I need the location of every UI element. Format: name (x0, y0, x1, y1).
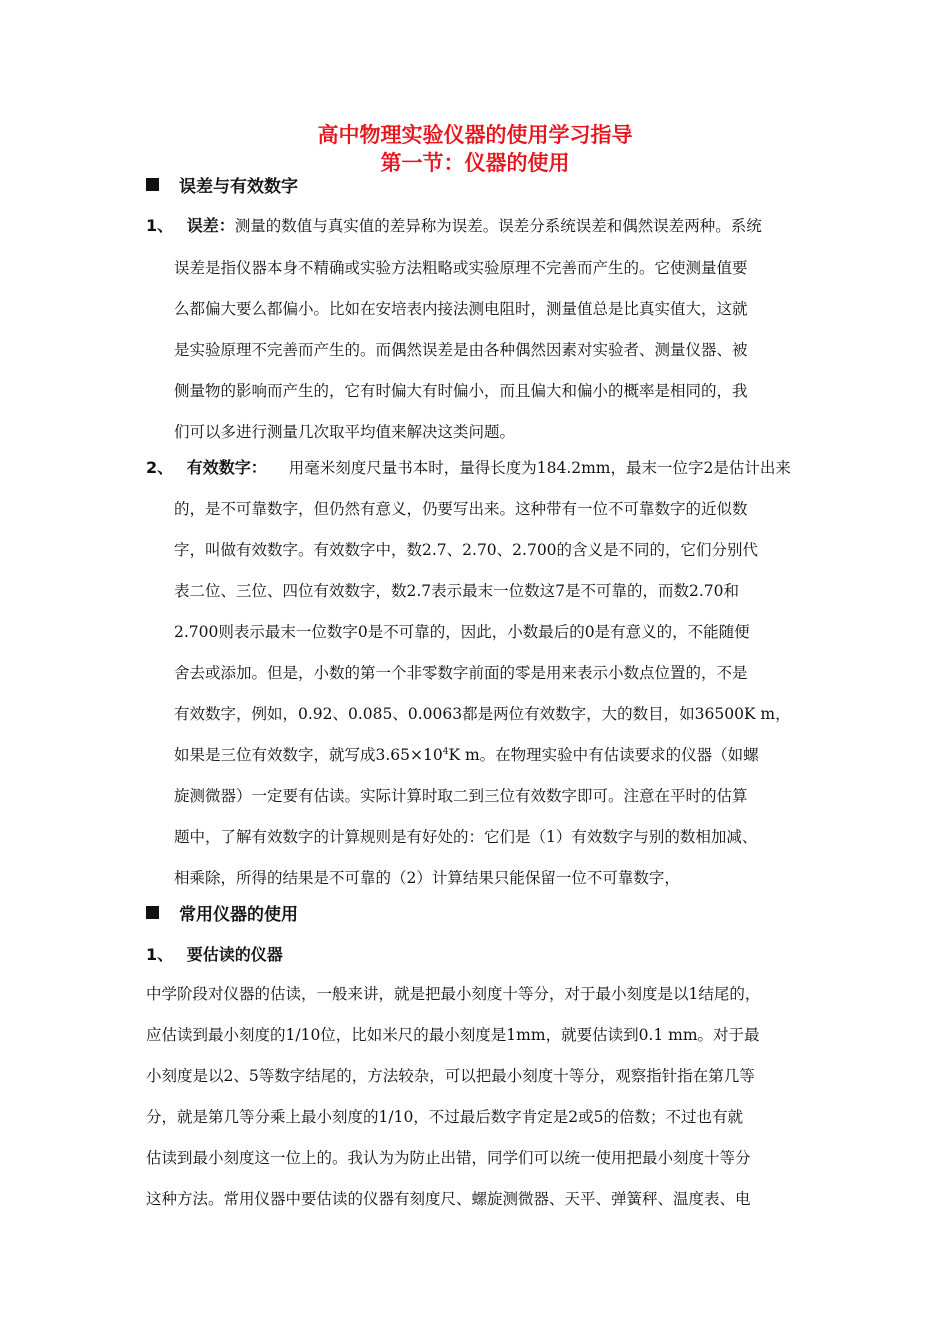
paragraph-line: 表二位、三位、四位有效数字，数2.7表示最末一位数这7是不可靠的，而数2.70和 (174, 582, 740, 600)
paragraph-line: 估读到最小刻度这一位上的。我认为为防止出错，同学们可以统一使用把最小刻度十等分 (146, 1149, 751, 1167)
item-label: 有效数字： (186, 458, 267, 477)
paragraph-line: 是实验原理不完善而产生的。而偶然误差是由各种偶然因素对实验者、测量仪器、被 (174, 341, 748, 359)
item-number: 1、 (146, 945, 174, 964)
paragraph-line: 么都偏大要么都偏小。比如在安培表内接法测电阻时，测量值总是比真实值大，这就 (174, 300, 748, 318)
item-label: 要估读的仪器 (186, 945, 283, 964)
paragraph-line: 题中，了解有效数字的计算规则是有好处的：它们是（1）有效数字与别的数相加减、 (174, 828, 758, 846)
paragraph-line: 测量的数值与真实值的差异称为误差。误差分系统误差和偶然误差两种。系统 (234, 217, 762, 235)
list-item-estimation-instruments (146, 943, 283, 967)
item-number: 1、 (146, 216, 174, 235)
paragraph-line: 中学阶段对仪器的估读，一般来讲，就是把最小刻度十等分，对于最小刻度是以1结尾的， (146, 985, 761, 1003)
paragraph-line: 用毫米刻度尺量书本时，量得长度为184.2mm，最末一位字2是估计出来 (288, 459, 791, 477)
paragraph-line: 2.700则表示最末一位数字0是不可靠的，因此，小数最后的0是有意义的，不能随便 (174, 623, 750, 641)
paragraph-line: 应估读到最小刻度的1/10位，比如米尺的最小刻度是1mm，就要估读到0.1 mm。对于最 (146, 1026, 760, 1044)
section-heading-errors: 误差与有效数字 (146, 176, 298, 198)
paragraph-line: 的，是不可靠数字，但仍然有意义，仍要写出来。这种带有一位不可靠数字的近似数 (174, 500, 748, 518)
paragraph-line: 这种方法。常用仪器中要估读的仪器有刻度尺、螺旋测微器、天平、弹簧秤、温度表、电 (146, 1190, 751, 1208)
paragraph-line: 有效数字，例如，0.92、0.085、0.0063都是两位有效数字，大的数目，如36500K m， (174, 705, 791, 723)
list-item-error (146, 214, 762, 238)
paragraph-line: 分，就是第几等分乘上最小刻度的1/10，不过最后数字肯定是2或5的倍数；不过也有就 (146, 1108, 744, 1126)
list-item-significant-figures (146, 456, 791, 480)
paragraph-line: 旋测微器）一定要有估读。实际计算时取二到三位有效数字即可。注意在平时的估算 (174, 787, 748, 805)
exponent: 4 (442, 746, 449, 757)
paragraph-line: 误差是指仪器本身不精确或实验方法粗略或实验原理不完善而产生的。它使测量值要 (174, 259, 748, 277)
section-subtitle: 第一节：仪器的使用 (380, 151, 570, 175)
square-bullet-icon (146, 178, 159, 191)
item-label: 误差： (186, 216, 235, 235)
section-heading-instruments: 常用仪器的使用 (146, 904, 298, 926)
paragraph-line: 如果是三位有效数字，就写成$3.65\times 10^4K$ m。在物理实验中有估读要求的仪器（如螺 (174, 746, 759, 764)
paragraph-line: 们可以多进行测量几次取平均值来解决这类问题。 (174, 423, 516, 441)
square-bullet-icon (146, 906, 159, 919)
paragraph-line: 侧量物的影响而产生的，它有时偏大有时偏小，而且偏大和偏小的概率是相同的，我 (174, 382, 748, 400)
item-number: 2、 (146, 458, 174, 477)
document-title: 高中物理实验仪器的使用学习指导 (317, 123, 633, 147)
paragraph-line: 舍去或添加。但是，小数的第一个非零数字前面的零是用来表示小数点位置的，不是 (174, 664, 748, 682)
paragraph-line: 小刻度是以2、5等数字结尾的，方法较杂，可以把最小刻度十等分，观察指针指在第几等 (146, 1067, 755, 1085)
paragraph-line: 字，叫做有效数字。有效数字中，数2.7、2.70、2.700的含义是不同的，它们分别代 (174, 541, 759, 559)
paragraph-line: 相乘除，所得的结果是不可靠的（2）计算结果只能保留一位不可靠数字， (174, 869, 680, 887)
